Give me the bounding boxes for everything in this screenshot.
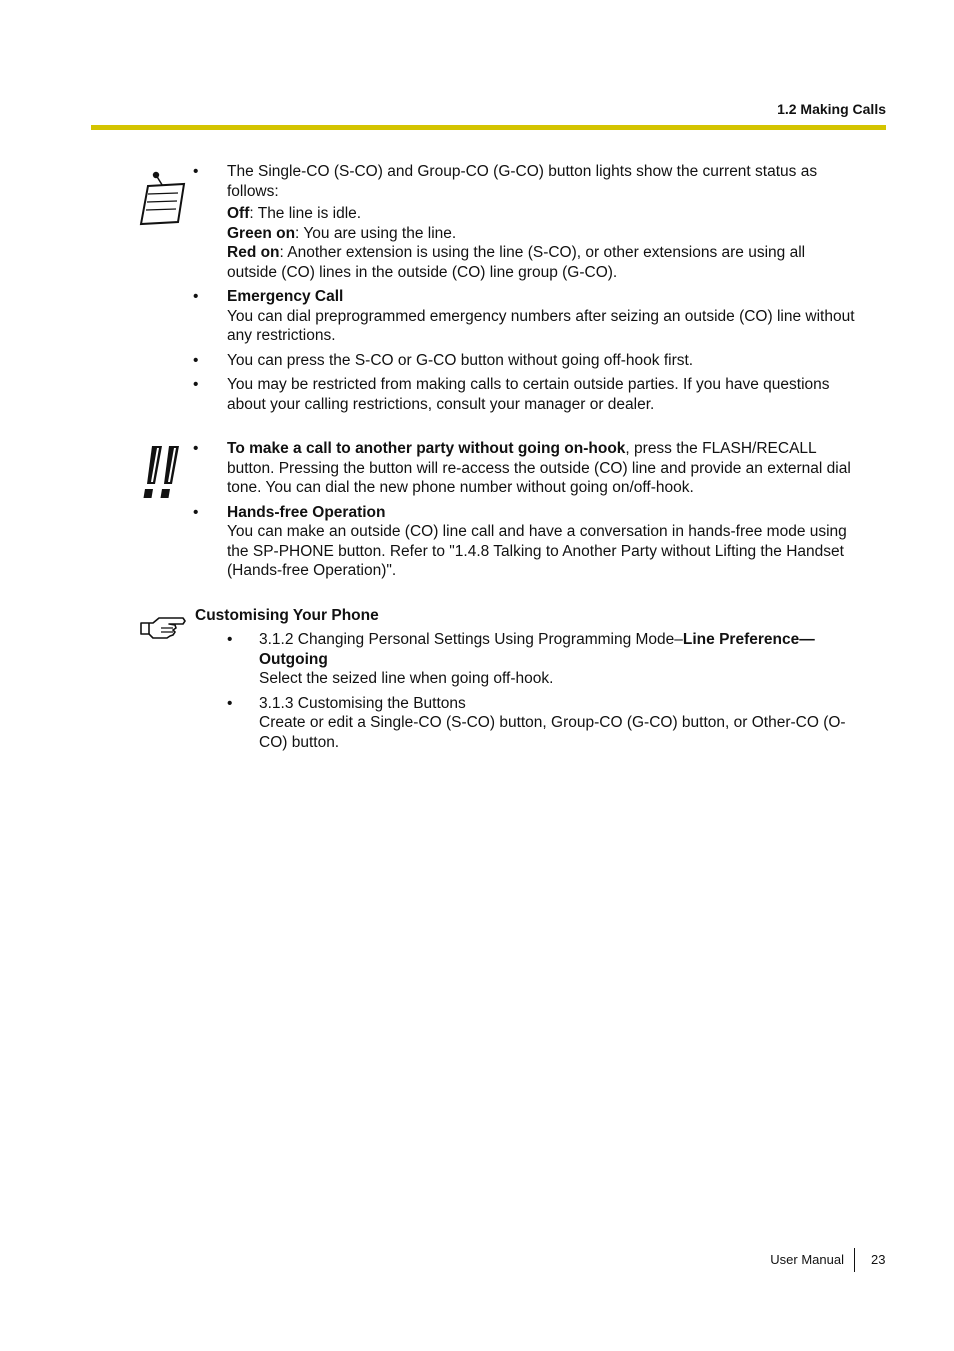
page-number: 23	[871, 1252, 886, 1267]
bullet: •	[193, 376, 199, 393]
notes-list	[193, 162, 858, 419]
bullet: •	[193, 440, 199, 457]
bullet: •	[193, 288, 199, 305]
reference-desc: Select the seized line when going off-hook.	[259, 670, 554, 687]
bullet: •	[227, 631, 233, 648]
status-red	[227, 243, 858, 282]
list-item	[193, 439, 858, 498]
bullet: •	[227, 694, 233, 712]
bullet: •	[193, 163, 199, 180]
term-off: Off	[227, 205, 250, 222]
header-rule	[91, 125, 886, 130]
list-item	[193, 287, 858, 346]
reference-link[interactable]: 3.1.2 Changing Personal Settings Using Programming Mode–	[259, 631, 683, 648]
note-text: You can press the S-CO or G-CO button without going off-hook first.	[227, 351, 694, 369]
footer-label: User Manual	[770, 1252, 844, 1267]
desc-green: : You are using the line.	[295, 224, 457, 242]
tips-list	[193, 439, 858, 586]
reference-link-bold[interactable]: Line Preference—Outgoing	[259, 631, 815, 668]
reference-list	[227, 630, 857, 757]
term-green: Green on	[227, 224, 296, 242]
notepad-icon	[138, 168, 188, 228]
list-item	[193, 375, 858, 414]
footer-divider	[854, 1248, 855, 1272]
status-intro: The Single-CO (S-CO) and Group-CO (G-CO) button lights show the current status as follows:	[227, 163, 818, 200]
reference-title: Customising Your Phone	[195, 607, 379, 624]
reference-desc: Create or edit a Single-CO (S-CO) button, Group-CO (G-CO) button, or Other-CO (O-CO) button.	[259, 714, 846, 751]
desc-off: : The line is idle.	[249, 205, 362, 222]
desc-red: : Another extension is using the line (S-CO), or other extensions are using all outside (CO) lines in the outside (CO) line group (G-CO).	[227, 244, 806, 281]
double-exclamation-icon	[140, 444, 182, 502]
status-off	[227, 204, 858, 224]
emergency-title: Emergency Call	[227, 288, 344, 305]
emergency-text: You can dial preprogrammed emergency numbers after seizing an outside (CO) line without any restrictions.	[227, 307, 855, 344]
handsfree-title: Hands-free Operation	[227, 503, 386, 521]
section-header: 1.2 Making Calls	[777, 101, 886, 117]
list-item	[193, 503, 858, 581]
term-red: Red on	[227, 244, 280, 261]
note-text: You may be restricted from making calls to certain outside parties. If you have questions about your calling restrictions, consult your manager or dealer.	[227, 376, 830, 413]
handsfree-text: You can make an outside (CO) line call and have a conversation in hands-free mode using the SP-PHONE button. Refer to "1.4.8 Talking to Another Party without Lifting the Handset (Hands-free Operation)".	[227, 523, 847, 579]
bullet: •	[193, 351, 199, 369]
list-item	[227, 630, 857, 689]
pointing-hand-icon	[139, 614, 187, 640]
tip-text: , press the FLASH/RECALL button. Pressing the button will re-access the outside (CO) line and provide an external dial tone. You can dial the new phone number without going on/off-hook.	[227, 440, 851, 496]
list-item	[227, 694, 857, 753]
list-item	[193, 162, 858, 282]
tip-title: To make a call to another party without going on-hook	[227, 440, 626, 457]
bullet: •	[193, 503, 199, 521]
list-item	[193, 351, 858, 371]
status-green	[227, 224, 858, 244]
reference-link[interactable]: 3.1.3 Customising the Buttons	[259, 694, 466, 712]
